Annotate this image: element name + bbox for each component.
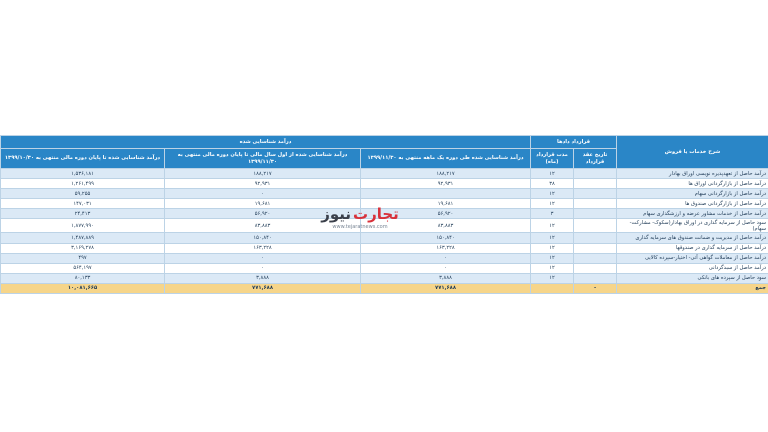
row-duration: ۱۲ xyxy=(531,219,574,233)
row-contract-date xyxy=(574,169,617,179)
row-revenue-ytd: ۵۶,۹۲۰ xyxy=(165,209,361,219)
total-duration xyxy=(531,283,574,293)
row-revenue-month: ۵۶,۹۲۰ xyxy=(361,209,531,219)
total-row xyxy=(1,283,768,293)
row-revenue-ytd: ۱۶۳,۲۲۸ xyxy=(165,243,361,253)
row-revenue-ytd: ۹۲,۹۳۱ xyxy=(165,179,361,189)
row-contract-date xyxy=(574,233,617,243)
header-contract-group: قرارداد دادها xyxy=(531,136,617,149)
row-revenue-month: ۳,۸۸۸ xyxy=(361,273,531,283)
row-description: درآمد حاصل از سرمایه گذاری در صندوقها xyxy=(617,243,768,253)
row-description: درآمد حاصل از معاملات گواهی آتی- اختیار-سپرده کالایی xyxy=(617,253,768,263)
row-revenue-month: ۱۹,۶۸۱ xyxy=(361,199,531,209)
row-revenue-month: ۸۳,۸۸۳ xyxy=(361,219,531,233)
tejaratnews-watermark xyxy=(318,203,402,231)
row-description: سود حاصل از سپرده های بانکی xyxy=(617,273,768,283)
row-revenue-month: ۰ xyxy=(361,263,531,273)
table-row xyxy=(1,253,768,263)
row-revenue-month: ۱۸۸,۲۱۷ xyxy=(361,169,531,179)
row-revenue-month: ۱۵۰,۸۴۰ xyxy=(361,233,531,243)
table-row xyxy=(1,243,768,253)
row-description: درآمد حاصل از بازارگردانی سهام xyxy=(617,189,768,199)
total-revenue-prev: ۱۰,۰۸۱,۶۶۵ xyxy=(1,283,165,293)
row-contract-date xyxy=(574,253,617,263)
watermark-url: www.tejaratnews.com xyxy=(332,223,388,230)
row-description: درآمد حاصل از بازارگردانی اوراق ها xyxy=(617,179,768,189)
row-revenue-prev: ۱,۲۶۱,۴۹۹ xyxy=(1,179,165,189)
total-revenue-ytd: ۷۷۱,۶۸۸ xyxy=(165,283,361,293)
row-contract-date xyxy=(574,179,617,189)
watermark-logo-part-b: نیوز xyxy=(321,204,351,223)
row-revenue-prev: ۱,۵۳۶,۱۸۱ xyxy=(1,169,165,179)
header-description: شرح خدمات یا فروش xyxy=(617,136,768,169)
row-revenue-prev: ۳,۱۶۹,۲۷۸ xyxy=(1,243,165,253)
row-revenue-ytd: ۰ xyxy=(165,189,361,199)
total-label: جمع xyxy=(617,283,768,293)
row-revenue-prev: ۲۴,۴۱۳ xyxy=(1,209,165,219)
table-row xyxy=(1,169,768,179)
row-description: درآمد حاصل از خدمات مشاور عرضه و ارزشگذاری سهام xyxy=(617,209,768,219)
row-duration: ۱۲ xyxy=(531,273,574,283)
row-duration: ۱۲ xyxy=(531,169,574,179)
row-duration: ۱۲ xyxy=(531,199,574,209)
watermark-logo-part-a: تجارت xyxy=(353,204,399,223)
row-contract-date xyxy=(574,199,617,209)
row-revenue-month: ۹۲,۹۳۱ xyxy=(361,179,531,189)
row-revenue-ytd: ۰ xyxy=(165,263,361,273)
table-row xyxy=(1,273,768,283)
row-contract-date xyxy=(574,273,617,283)
row-revenue-ytd: ۸۳,۸۸۳ xyxy=(165,219,361,233)
header-revenue-prev: درآمد شناسایی شده تا پایان دوره مالی منتهی به ۱۳۹۹/۱۰/۳۰ xyxy=(1,149,165,169)
table-row xyxy=(1,233,768,243)
row-revenue-prev: ۴۹۷ xyxy=(1,253,165,263)
row-duration: ۱۲ xyxy=(531,243,574,253)
row-contract-date xyxy=(574,243,617,253)
watermark-logo xyxy=(321,205,399,223)
header-revenue-ytd: درآمد شناسایی شده از اول سال مالی تا پایان دوره مالی منتهی به ۱۳۹۹/۱۱/۳۰ xyxy=(165,149,361,169)
row-revenue-ytd: ۱۵۰,۸۴۰ xyxy=(165,233,361,243)
row-duration: ۱۲ xyxy=(531,233,574,243)
row-contract-date xyxy=(574,219,617,233)
row-duration: ۳۸ xyxy=(531,179,574,189)
row-description: درآمد حاصل از سبدگردانی xyxy=(617,263,768,273)
row-revenue-ytd: ۱۸۸,۲۱۷ xyxy=(165,169,361,179)
row-duration: ۳ xyxy=(531,209,574,219)
row-description: درآمد حاصل از بازارگردانی صندوق ها xyxy=(617,199,768,209)
row-revenue-month: ۱۶۳,۲۲۸ xyxy=(361,243,531,253)
row-revenue-prev: ۵۶۴,۱۹۷ xyxy=(1,263,165,273)
row-revenue-prev: ۱,۸۷۷,۹۹۰ xyxy=(1,219,165,233)
header-contract-duration: مدت قرارداد (ماه) xyxy=(531,149,574,169)
row-description: درآمد حاصل از تعهد‌پذیره نویسی اوراق بهادار xyxy=(617,169,768,179)
row-revenue-ytd: ۰ xyxy=(165,253,361,263)
row-revenue-prev: ۱۴۷,۰۳۱ xyxy=(1,199,165,209)
header-revenue-month: درآمد شناسایی شده طی دوره یک ماهه منتهی به ۱۳۹۹/۱۱/۳۰ xyxy=(361,149,531,169)
row-duration: ۱۲ xyxy=(531,263,574,273)
row-contract-date xyxy=(574,209,617,219)
row-contract-date xyxy=(574,263,617,273)
row-revenue-ytd: ۱۹,۶۸۱ xyxy=(165,199,361,209)
table-row xyxy=(1,263,768,273)
row-revenue-month xyxy=(361,189,531,199)
header-contract-date: تاریخ عقد قرارداد xyxy=(574,149,617,169)
total-contract-date: - xyxy=(574,283,617,293)
row-duration: ۱۲ xyxy=(531,253,574,263)
table-row xyxy=(1,179,768,189)
row-description: سود حاصل از سرمایه گذاری در اوراق بهادار(سکوک- مشارکت-سهام) xyxy=(617,219,768,233)
row-revenue-prev: ۱,۴۸۷,۸۸۹ xyxy=(1,233,165,243)
row-revenue-month: ۰ xyxy=(361,253,531,263)
row-description: درآمد حاصل از مدیریت و ضمانت صندوق های سرمایه گذاری xyxy=(617,233,768,243)
total-revenue-month: ۷۷۱,۶۸۸ xyxy=(361,283,531,293)
row-revenue-prev: ۵۹,۲۵۵ xyxy=(1,189,165,199)
header-revenue-group: درآمد شناسایی شده xyxy=(1,136,531,149)
row-contract-date xyxy=(574,189,617,199)
row-revenue-ytd: ۳,۸۸۸ xyxy=(165,273,361,283)
row-revenue-prev: ۸۰,۱۳۳ xyxy=(1,273,165,283)
row-duration: ۱۲ xyxy=(531,189,574,199)
table-row xyxy=(1,189,768,199)
